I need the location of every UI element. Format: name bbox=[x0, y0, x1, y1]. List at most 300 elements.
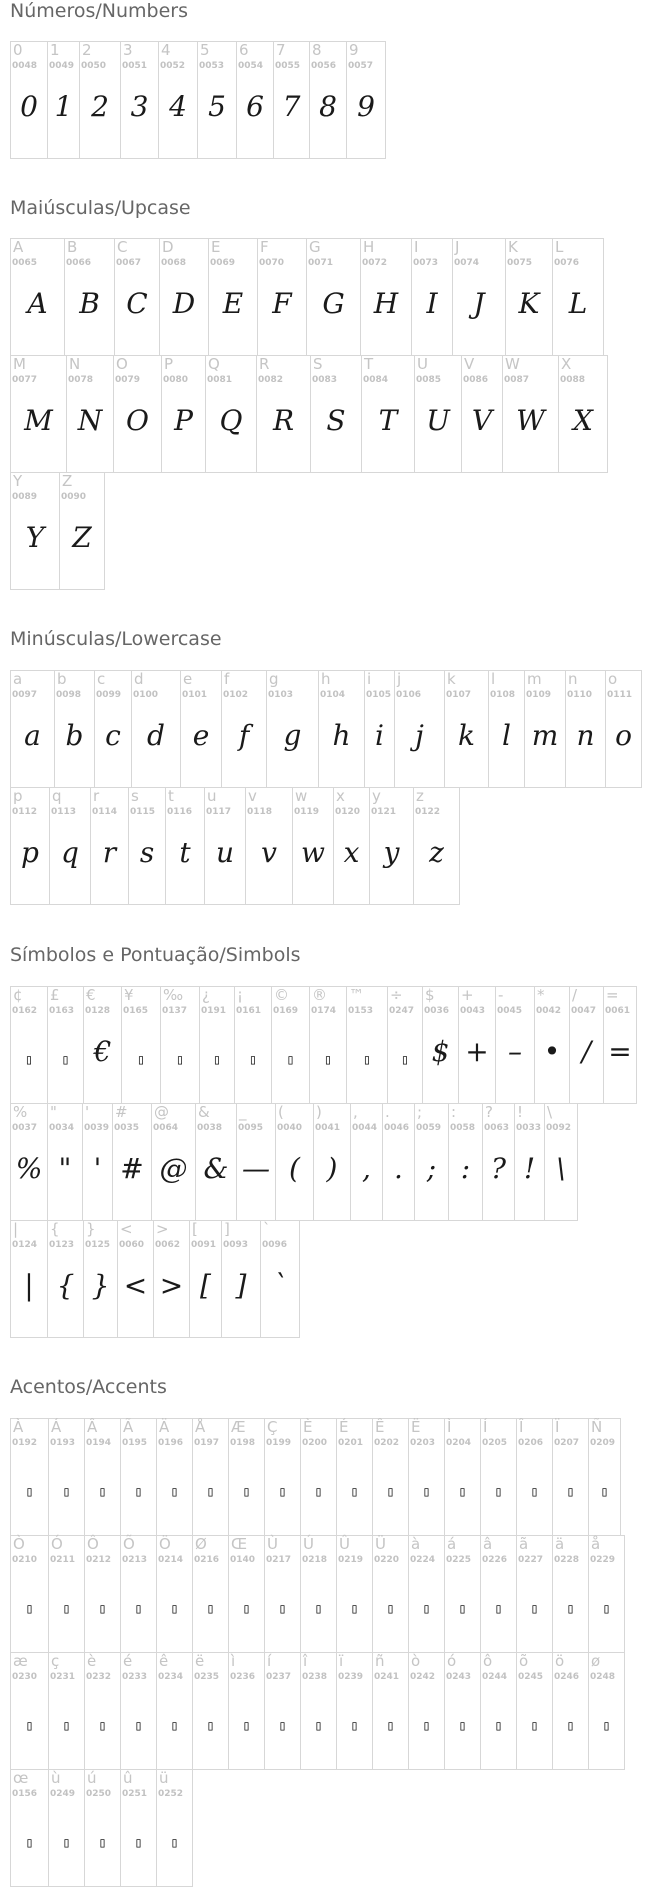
character-code: 0097 bbox=[12, 690, 38, 700]
character-code: 0050 bbox=[81, 61, 107, 71]
character-code: 0071 bbox=[308, 258, 334, 268]
glyph-cell bbox=[161, 355, 206, 473]
glyph-preview: ▯ bbox=[323, 1052, 333, 1068]
character-label: E bbox=[211, 238, 221, 256]
character-label: Ú bbox=[303, 1535, 314, 1553]
character-label: 4 bbox=[161, 41, 171, 59]
character-label: * bbox=[537, 986, 545, 1004]
character-code: 0153 bbox=[348, 1006, 374, 1016]
glyph-cell bbox=[205, 355, 257, 473]
glyph-cell bbox=[121, 986, 161, 1104]
section-title-numbers: Números/Numbers bbox=[10, 0, 188, 22]
character-code: 0239 bbox=[338, 1672, 364, 1682]
character-code: 0213 bbox=[122, 1555, 148, 1565]
glyph-preview: P bbox=[174, 404, 193, 437]
character-code: 0243 bbox=[446, 1672, 472, 1682]
glyph-cell bbox=[165, 787, 205, 905]
glyph-preview: ▯ bbox=[422, 1718, 431, 1734]
glyph-preview: j bbox=[415, 719, 424, 752]
character-code: 0194 bbox=[86, 1438, 112, 1448]
character-code: 0081 bbox=[207, 375, 233, 385]
glyph-preview: ▯ bbox=[600, 1484, 609, 1500]
character-code: 0232 bbox=[86, 1672, 112, 1682]
character-code: 0195 bbox=[122, 1438, 148, 1448]
character-code: 0113 bbox=[51, 807, 77, 817]
character-label: Î bbox=[519, 1418, 524, 1436]
character-label: È bbox=[303, 1418, 313, 1436]
glyph-cell bbox=[552, 1418, 589, 1536]
character-label: ) bbox=[316, 1103, 322, 1121]
glyph-preview: ▯ bbox=[602, 1601, 611, 1617]
character-code: 0040 bbox=[277, 1123, 303, 1133]
character-label: Œ bbox=[231, 1535, 248, 1553]
glyph-preview: Y bbox=[25, 521, 45, 554]
character-label: É bbox=[339, 1418, 349, 1436]
character-code: 0115 bbox=[130, 807, 156, 817]
character-code: 0075 bbox=[507, 258, 533, 268]
character-label: ö bbox=[555, 1652, 565, 1670]
character-code: 0037 bbox=[12, 1123, 38, 1133]
character-code: 0250 bbox=[86, 1789, 112, 1799]
glyph-preview: ; bbox=[426, 1152, 437, 1185]
character-code: 0225 bbox=[446, 1555, 472, 1565]
character-code: 0117 bbox=[206, 807, 232, 817]
glyph-preview: ▯ bbox=[530, 1718, 539, 1734]
glyph-preview: ▯ bbox=[170, 1484, 179, 1500]
glyph-preview: ▯ bbox=[602, 1718, 611, 1734]
glyph-cell bbox=[120, 1769, 157, 1887]
character-code: 0224 bbox=[410, 1555, 436, 1565]
character-label: 2 bbox=[82, 41, 92, 59]
glyph-cell bbox=[552, 238, 604, 356]
character-label: , bbox=[353, 1103, 358, 1121]
glyph-cell bbox=[79, 41, 121, 159]
glyph-cell bbox=[372, 1652, 409, 1770]
glyph-preview: ▯ bbox=[458, 1601, 467, 1617]
character-label: | bbox=[13, 1220, 19, 1238]
glyph-preview: ▯ bbox=[286, 1052, 295, 1068]
character-code: 0065 bbox=[12, 258, 38, 268]
character-code: 0089 bbox=[12, 492, 38, 502]
character-code: 0207 bbox=[554, 1438, 580, 1448]
character-label: õ bbox=[519, 1652, 529, 1670]
character-code: 0092 bbox=[546, 1123, 572, 1133]
section-title-symbols: Símbolos e Pontuação/Simbols bbox=[10, 944, 301, 966]
character-label: R bbox=[259, 355, 270, 373]
character-code: 0073 bbox=[413, 258, 439, 268]
character-label: ‰ bbox=[163, 986, 184, 1004]
character-label: ò bbox=[411, 1652, 421, 1670]
glyph-cell bbox=[197, 41, 237, 159]
glyph-cell bbox=[372, 1535, 409, 1653]
glyph-cell bbox=[333, 787, 370, 905]
glyph-preview: ▯ bbox=[25, 1601, 34, 1617]
character-code: 0202 bbox=[374, 1438, 400, 1448]
glyph-preview: L bbox=[568, 287, 588, 320]
character-code: 0056 bbox=[311, 61, 337, 71]
glyph-cell bbox=[408, 1652, 445, 1770]
glyph-cell bbox=[208, 238, 258, 356]
glyph-preview: C bbox=[126, 287, 148, 320]
glyph-preview: X bbox=[573, 404, 593, 437]
glyph-cell bbox=[264, 1535, 301, 1653]
character-label: ¢ bbox=[13, 986, 23, 1004]
character-code: 0057 bbox=[348, 61, 374, 71]
glyph-cell bbox=[273, 41, 310, 159]
character-code: 0102 bbox=[223, 690, 249, 700]
glyph-cell bbox=[565, 670, 606, 788]
character-code: 0214 bbox=[158, 1555, 184, 1565]
character-code: 0191 bbox=[201, 1006, 227, 1016]
glyph-preview: ▯ bbox=[386, 1484, 395, 1500]
glyph-cell bbox=[84, 1769, 121, 1887]
character-label: V bbox=[464, 355, 475, 373]
character-code: 0193 bbox=[50, 1438, 76, 1448]
glyph-cell bbox=[120, 1535, 157, 1653]
glyph-cell bbox=[505, 238, 553, 356]
glyph-preview: F bbox=[272, 287, 292, 320]
character-label: u bbox=[207, 787, 217, 805]
glyph-preview: > bbox=[159, 1269, 184, 1302]
glyph-preview: ▯ bbox=[170, 1718, 179, 1734]
character-code: 0217 bbox=[266, 1555, 292, 1565]
glyph-preview: ▯ bbox=[386, 1601, 395, 1617]
glyph-preview: l bbox=[502, 719, 511, 752]
glyph-cell bbox=[257, 238, 307, 356]
character-label: û bbox=[123, 1769, 133, 1787]
character-label: 8 bbox=[312, 41, 322, 59]
character-code: 0120 bbox=[335, 807, 361, 817]
glyph-preview: E bbox=[222, 287, 244, 320]
character-code: 0234 bbox=[158, 1672, 184, 1682]
character-code: 0201 bbox=[338, 1438, 364, 1448]
glyph-cell bbox=[488, 670, 525, 788]
glyph-preview: q bbox=[61, 836, 79, 869]
glyph-preview: ▯ bbox=[62, 1718, 71, 1734]
glyph-cell bbox=[245, 787, 293, 905]
character-label: j bbox=[397, 670, 402, 688]
character-code: 0137 bbox=[162, 1006, 188, 1016]
character-label: e bbox=[183, 670, 193, 688]
glyph-cell bbox=[346, 41, 386, 159]
character-code: 0235 bbox=[194, 1672, 220, 1682]
character-label: 3 bbox=[123, 41, 133, 59]
glyph-preview: ▯ bbox=[530, 1601, 539, 1617]
glyph-preview: ▯ bbox=[248, 1052, 258, 1068]
glyph-cell bbox=[452, 238, 506, 356]
glyph-preview: r bbox=[102, 836, 117, 869]
glyph-preview: & bbox=[203, 1152, 229, 1185]
character-label: x bbox=[336, 787, 345, 805]
character-label: ø bbox=[591, 1652, 601, 1670]
character-code: 0082 bbox=[258, 375, 284, 385]
character-label: Ã bbox=[123, 1418, 134, 1436]
glyph-preview: ▯ bbox=[350, 1718, 359, 1734]
character-label: C bbox=[117, 238, 128, 256]
character-code: 0042 bbox=[536, 1006, 562, 1016]
character-code: 0109 bbox=[526, 690, 552, 700]
character-label: i bbox=[367, 670, 372, 688]
character-code: 0078 bbox=[68, 375, 94, 385]
character-code: 0103 bbox=[268, 690, 294, 700]
glyph-cell bbox=[271, 986, 310, 1104]
character-label: ` bbox=[263, 1220, 271, 1238]
glyph-cell bbox=[84, 1535, 121, 1653]
glyph-preview: ▯ bbox=[136, 1052, 146, 1068]
character-code: 0077 bbox=[12, 375, 38, 385]
character-label: ' bbox=[85, 1103, 90, 1121]
character-label: é bbox=[123, 1652, 133, 1670]
glyph-preview: ▯ bbox=[212, 1052, 222, 1068]
glyph-cell bbox=[64, 238, 115, 356]
character-code: 0064 bbox=[153, 1123, 179, 1133]
glyph-preview: ▯ bbox=[25, 1718, 34, 1734]
character-code: 0034 bbox=[49, 1123, 75, 1133]
glyph-cell bbox=[605, 670, 642, 788]
glyph-preview: a bbox=[24, 719, 41, 752]
character-label: Ò bbox=[13, 1535, 25, 1553]
character-label: W bbox=[505, 355, 520, 373]
glyph-preview: K bbox=[518, 287, 540, 320]
glyph-cell bbox=[346, 986, 388, 1104]
glyph-preview: ▯ bbox=[242, 1601, 251, 1617]
character-code: 0192 bbox=[12, 1438, 38, 1448]
glyph-cell bbox=[47, 1220, 84, 1338]
glyph-cell bbox=[300, 1535, 337, 1653]
glyph-preview: ` bbox=[273, 1269, 287, 1302]
character-label: Ë bbox=[411, 1418, 421, 1436]
glyph-preview: ▯ bbox=[494, 1484, 503, 1500]
glyph-cell bbox=[534, 986, 570, 1104]
character-label: m bbox=[527, 670, 542, 688]
character-code: 0049 bbox=[49, 61, 75, 71]
glyph-cell bbox=[83, 986, 122, 1104]
character-code: 0091 bbox=[191, 1240, 217, 1250]
character-code: 0070 bbox=[259, 258, 285, 268]
character-code: 0216 bbox=[194, 1555, 220, 1565]
glyph-cell bbox=[47, 1103, 83, 1221]
glyph-preview: \ bbox=[556, 1152, 566, 1185]
character-code: 0199 bbox=[266, 1438, 292, 1448]
glyph-preview: • bbox=[543, 1035, 561, 1068]
glyph-preview: ▯ bbox=[62, 1835, 71, 1851]
glyph-preview: T bbox=[378, 404, 398, 437]
character-code: 0111 bbox=[607, 690, 633, 700]
character-label: î bbox=[303, 1652, 308, 1670]
glyph-preview: ▯ bbox=[314, 1601, 323, 1617]
glyph-cell bbox=[160, 986, 200, 1104]
character-label: q bbox=[52, 787, 62, 805]
glyph-preview: p bbox=[21, 836, 39, 869]
glyph-cell bbox=[153, 1220, 190, 1338]
glyph-cell bbox=[448, 1103, 483, 1221]
glyph-preview: G bbox=[322, 287, 345, 320]
character-code: 0048 bbox=[12, 61, 38, 71]
glyph-cell bbox=[372, 1418, 409, 1536]
glyph-cell bbox=[369, 787, 414, 905]
section-title-upcase: Maiúsculas/Upcase bbox=[10, 197, 191, 219]
glyph-cell bbox=[221, 670, 267, 788]
character-label: Ä bbox=[159, 1418, 170, 1436]
glyph-cell bbox=[156, 1769, 193, 1887]
character-label: + bbox=[461, 986, 474, 1004]
character-code: 0058 bbox=[450, 1123, 476, 1133]
glyph-cell bbox=[444, 1418, 481, 1536]
character-label: c bbox=[97, 670, 106, 688]
glyph-cell bbox=[228, 1652, 265, 1770]
glyph-cell bbox=[256, 355, 311, 473]
glyph-cell bbox=[588, 1535, 625, 1653]
character-label: r bbox=[93, 787, 100, 805]
glyph-cell bbox=[458, 986, 496, 1104]
character-label: Â bbox=[87, 1418, 98, 1436]
glyph-cell bbox=[192, 1418, 229, 1536]
glyph-preview: # bbox=[120, 1152, 144, 1185]
glyph-cell bbox=[195, 1103, 237, 1221]
glyph-cell bbox=[10, 787, 50, 905]
character-code: 0244 bbox=[482, 1672, 508, 1682]
glyph-preview: y bbox=[383, 836, 400, 869]
glyph-cell bbox=[309, 986, 347, 1104]
character-label: @ bbox=[154, 1103, 169, 1121]
glyph-cell bbox=[10, 670, 55, 788]
glyph-cell bbox=[151, 1103, 196, 1221]
character-label: [ bbox=[192, 1220, 198, 1238]
character-label: á bbox=[447, 1535, 457, 1553]
glyph-cell bbox=[83, 1220, 118, 1338]
character-code: 0053 bbox=[199, 61, 225, 71]
glyph-preview: ! bbox=[523, 1152, 536, 1185]
glyph-preview: : bbox=[460, 1152, 471, 1185]
glyph-cell bbox=[189, 1220, 222, 1338]
character-code: 0085 bbox=[416, 375, 442, 385]
glyph-cell bbox=[128, 787, 166, 905]
character-code: 0220 bbox=[374, 1555, 400, 1565]
character-code: 0226 bbox=[482, 1555, 508, 1565]
glyph-cell bbox=[10, 986, 48, 1104]
glyph-preview: z bbox=[429, 836, 444, 869]
glyph-preview: [ bbox=[200, 1269, 211, 1302]
character-label: t bbox=[168, 787, 174, 805]
glyph-preview: ▯ bbox=[566, 1484, 575, 1500]
glyph-preview: Z bbox=[72, 521, 92, 554]
glyph-cell bbox=[156, 1418, 193, 1536]
glyph-cell bbox=[112, 1103, 152, 1221]
character-label: ! bbox=[517, 1103, 524, 1121]
character-code: 0061 bbox=[605, 1006, 631, 1016]
glyph-preview: @ bbox=[159, 1152, 188, 1185]
character-code: 0093 bbox=[223, 1240, 249, 1250]
character-label: Y bbox=[13, 472, 23, 490]
character-label: D bbox=[162, 238, 174, 256]
character-code: 0247 bbox=[389, 1006, 415, 1016]
glyph-preview: i bbox=[375, 719, 384, 752]
character-label: Í bbox=[483, 1418, 488, 1436]
character-code: 0068 bbox=[161, 258, 187, 268]
character-label: A bbox=[13, 238, 24, 256]
glyph-preview: ] bbox=[235, 1269, 247, 1302]
glyph-cell bbox=[309, 41, 347, 159]
character-label: 1 bbox=[50, 41, 60, 59]
glyph-cell bbox=[10, 238, 65, 356]
glyph-preview: o bbox=[615, 719, 632, 752]
glyph-preview: € bbox=[93, 1035, 112, 1068]
character-label: v bbox=[248, 787, 257, 805]
character-code: 0123 bbox=[49, 1240, 75, 1250]
glyph-cell bbox=[524, 670, 566, 788]
glyph-preview: ▯ bbox=[530, 1484, 539, 1500]
glyph-preview: w bbox=[301, 836, 325, 869]
character-label: 5 bbox=[200, 41, 210, 59]
glyph-cell bbox=[10, 1103, 48, 1221]
character-label: © bbox=[274, 986, 289, 1004]
glyph-preview: ▯ bbox=[278, 1484, 287, 1500]
character-label: Q bbox=[208, 355, 220, 373]
character-code: 0084 bbox=[363, 375, 389, 385]
glyph-cell bbox=[10, 472, 60, 590]
glyph-cell bbox=[120, 41, 159, 159]
character-code: 0114 bbox=[92, 807, 118, 817]
glyph-preview: ? bbox=[490, 1152, 506, 1185]
glyph-preview: ▯ bbox=[134, 1718, 143, 1734]
character-code: 0241 bbox=[374, 1672, 400, 1682]
character-code: 0096 bbox=[262, 1240, 288, 1250]
character-label: k bbox=[447, 670, 456, 688]
character-code: 0248 bbox=[590, 1672, 616, 1682]
character-code: 0069 bbox=[210, 258, 236, 268]
glyph-preview: ▯ bbox=[206, 1601, 215, 1617]
glyph-cell bbox=[264, 1418, 301, 1536]
character-label: Ó bbox=[51, 1535, 63, 1553]
character-code: 0228 bbox=[554, 1555, 580, 1565]
character-label: U bbox=[417, 355, 428, 373]
character-label: Ö bbox=[159, 1535, 171, 1553]
character-code: 0205 bbox=[482, 1438, 508, 1448]
character-code: 0066 bbox=[66, 258, 92, 268]
character-code: 0198 bbox=[230, 1438, 256, 1448]
glyph-cell bbox=[414, 355, 462, 473]
glyph-preview: — bbox=[242, 1152, 270, 1185]
glyph-cell bbox=[306, 238, 361, 356]
glyph-cell bbox=[59, 472, 105, 590]
glyph-cell bbox=[10, 1769, 49, 1887]
glyph-cell bbox=[236, 41, 274, 159]
character-label: s bbox=[131, 787, 139, 805]
character-label: b bbox=[57, 670, 67, 688]
character-label: % bbox=[13, 1103, 28, 1121]
glyph-preview: ▯ bbox=[350, 1601, 359, 1617]
glyph-cell bbox=[54, 670, 95, 788]
glyph-preview: ▯ bbox=[422, 1484, 431, 1500]
glyph-cell bbox=[94, 670, 132, 788]
character-code: 0072 bbox=[362, 258, 388, 268]
glyph-preview: + bbox=[465, 1035, 489, 1068]
character-code: 0055 bbox=[275, 61, 301, 71]
glyph-cell bbox=[260, 1220, 300, 1338]
glyph-preview: ▯ bbox=[278, 1601, 287, 1617]
glyph-preview: ▯ bbox=[98, 1835, 107, 1851]
glyph-cell bbox=[47, 41, 80, 159]
glyph-cell bbox=[300, 1652, 337, 1770]
character-code: 0227 bbox=[518, 1555, 544, 1565]
glyph-preview: 3 bbox=[130, 90, 149, 123]
glyph-cell bbox=[84, 1418, 121, 1536]
glyph-cell bbox=[204, 787, 246, 905]
character-label: - bbox=[498, 986, 504, 1004]
glyph-preview: Q bbox=[219, 404, 243, 437]
character-code: 0108 bbox=[490, 690, 516, 700]
character-label: d bbox=[134, 670, 144, 688]
